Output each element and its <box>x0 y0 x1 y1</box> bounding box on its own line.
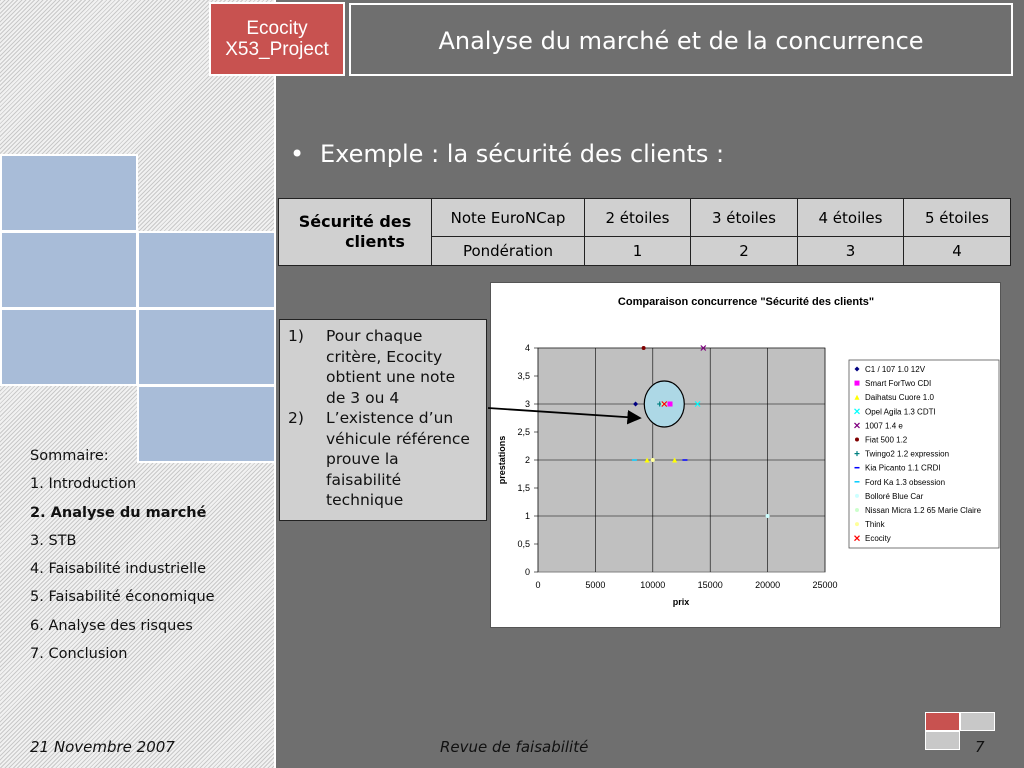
summary-title: Sommaire: <box>30 448 109 464</box>
y-tick-label: 1,5 <box>517 483 530 493</box>
table-cell: 4 <box>904 237 1011 266</box>
x-tick-label: 15000 <box>697 580 723 590</box>
legend-label: Bolloré Blue Car <box>865 491 924 501</box>
x-tick-label: 5000 <box>585 580 606 590</box>
x-tick-label: 0 <box>535 580 541 590</box>
decor-square <box>925 712 960 731</box>
x-tick-label: 25000 <box>812 580 838 590</box>
note-line: critère, Ecocity <box>326 347 443 366</box>
summary-item-analyse-risques[interactable]: 6. Analyse des risques <box>30 617 193 634</box>
summary-item-conclusion[interactable]: 7. Conclusion <box>30 646 128 663</box>
legend-label: 1007 1.4 e <box>865 421 903 431</box>
note-line: technique <box>326 491 404 509</box>
legend-label: Think <box>865 520 885 530</box>
legend-label: Kia Picanto 1.1 CRDI <box>865 463 941 473</box>
note-number: 2) <box>288 409 304 427</box>
pointer-arrow <box>488 408 640 418</box>
note-line: faisabilité <box>326 470 402 489</box>
bullet-text: Exemple : la sécurité des clients : <box>320 140 725 168</box>
footer-title: Revue de faisabilité <box>440 738 589 756</box>
table-cell: 2 étoiles <box>585 199 691 237</box>
row-header-line2: clients <box>345 232 405 251</box>
table-cell: 1 <box>585 237 691 266</box>
table-cell: 3 <box>798 237 904 266</box>
x-tick-label: 10000 <box>640 580 666 590</box>
decor-square <box>925 731 960 750</box>
table-cell: Note EuroNCap <box>432 199 585 237</box>
y-tick-label: 2,5 <box>517 427 530 437</box>
summary-item-faisabilite-industrielle[interactable]: 4. Faisabilité industrielle <box>30 561 207 578</box>
note-number: 1) <box>288 327 304 345</box>
legend-label: Fiat 500 1.2 <box>865 435 908 445</box>
decor-square <box>960 712 995 731</box>
logo-line1: Ecocity <box>246 18 308 39</box>
legend-label: Daihatsu Cuore 1.0 <box>865 393 934 403</box>
legend-label: Smart ForTwo CDI <box>865 379 932 389</box>
legend-label: Ecocity <box>865 534 891 544</box>
legend-label: Nissan Micra 1.2 65 Marie Claire <box>865 506 982 515</box>
y-tick-label: 2 <box>524 455 530 465</box>
table-cell: 2 <box>691 237 798 266</box>
bullet-icon: • <box>290 140 305 168</box>
note-line: véhicule référence <box>326 429 470 448</box>
note-line: prouve la <box>326 450 399 468</box>
row-header-line1: Sécurité des <box>298 212 412 231</box>
y-axis-label: prestations <box>497 435 507 485</box>
footer-date: 21 Novembre 2007 <box>30 738 175 756</box>
legend-label: Twingo2 1.2 expression <box>865 449 950 459</box>
note-line: Pour chaque <box>326 327 423 345</box>
table-cell: 3 étoiles <box>691 199 798 237</box>
y-tick-label: 1 <box>524 511 530 521</box>
page-number: 7 <box>975 738 985 756</box>
note-line: obtient une note <box>326 368 456 386</box>
y-tick-label: 3,5 <box>517 371 530 381</box>
page-title: Analyse du marché et de la concurrence <box>438 27 924 55</box>
y-tick-label: 3 <box>524 399 530 409</box>
summary-item-introduction[interactable]: 1. Introduction <box>30 476 137 493</box>
x-axis-label: prix <box>672 597 690 607</box>
table-cell: 4 étoiles <box>798 199 904 237</box>
note-line: L’existence d’un <box>326 409 454 427</box>
summary-item-stb[interactable]: 3. STB <box>30 532 77 549</box>
y-tick-label: 4 <box>524 343 530 353</box>
legend-label: C1 / 107 1.0 12V <box>865 365 926 374</box>
logo-line2: X53_Project <box>225 39 329 60</box>
legend-label: Ford Ka 1.3 obsession <box>865 477 946 487</box>
chart-title: Comparaison concurrence "Sécurité des clients" <box>617 296 875 308</box>
y-tick-label: 0 <box>524 567 530 577</box>
y-tick-label: 0,5 <box>517 539 530 549</box>
legend-label: Opel Agila 1.3 CDTI <box>865 407 936 417</box>
summary-item-analyse-marche[interactable]: 2. Analyse du marché <box>30 504 207 521</box>
table-cell: 5 étoiles <box>904 199 1011 237</box>
summary-item-faisabilite-economique[interactable]: 5. Faisabilité économique <box>30 589 215 606</box>
x-tick-label: 20000 <box>755 580 781 590</box>
table-cell: Pondération <box>432 237 585 266</box>
note-line: de 3 ou 4 <box>326 388 400 407</box>
